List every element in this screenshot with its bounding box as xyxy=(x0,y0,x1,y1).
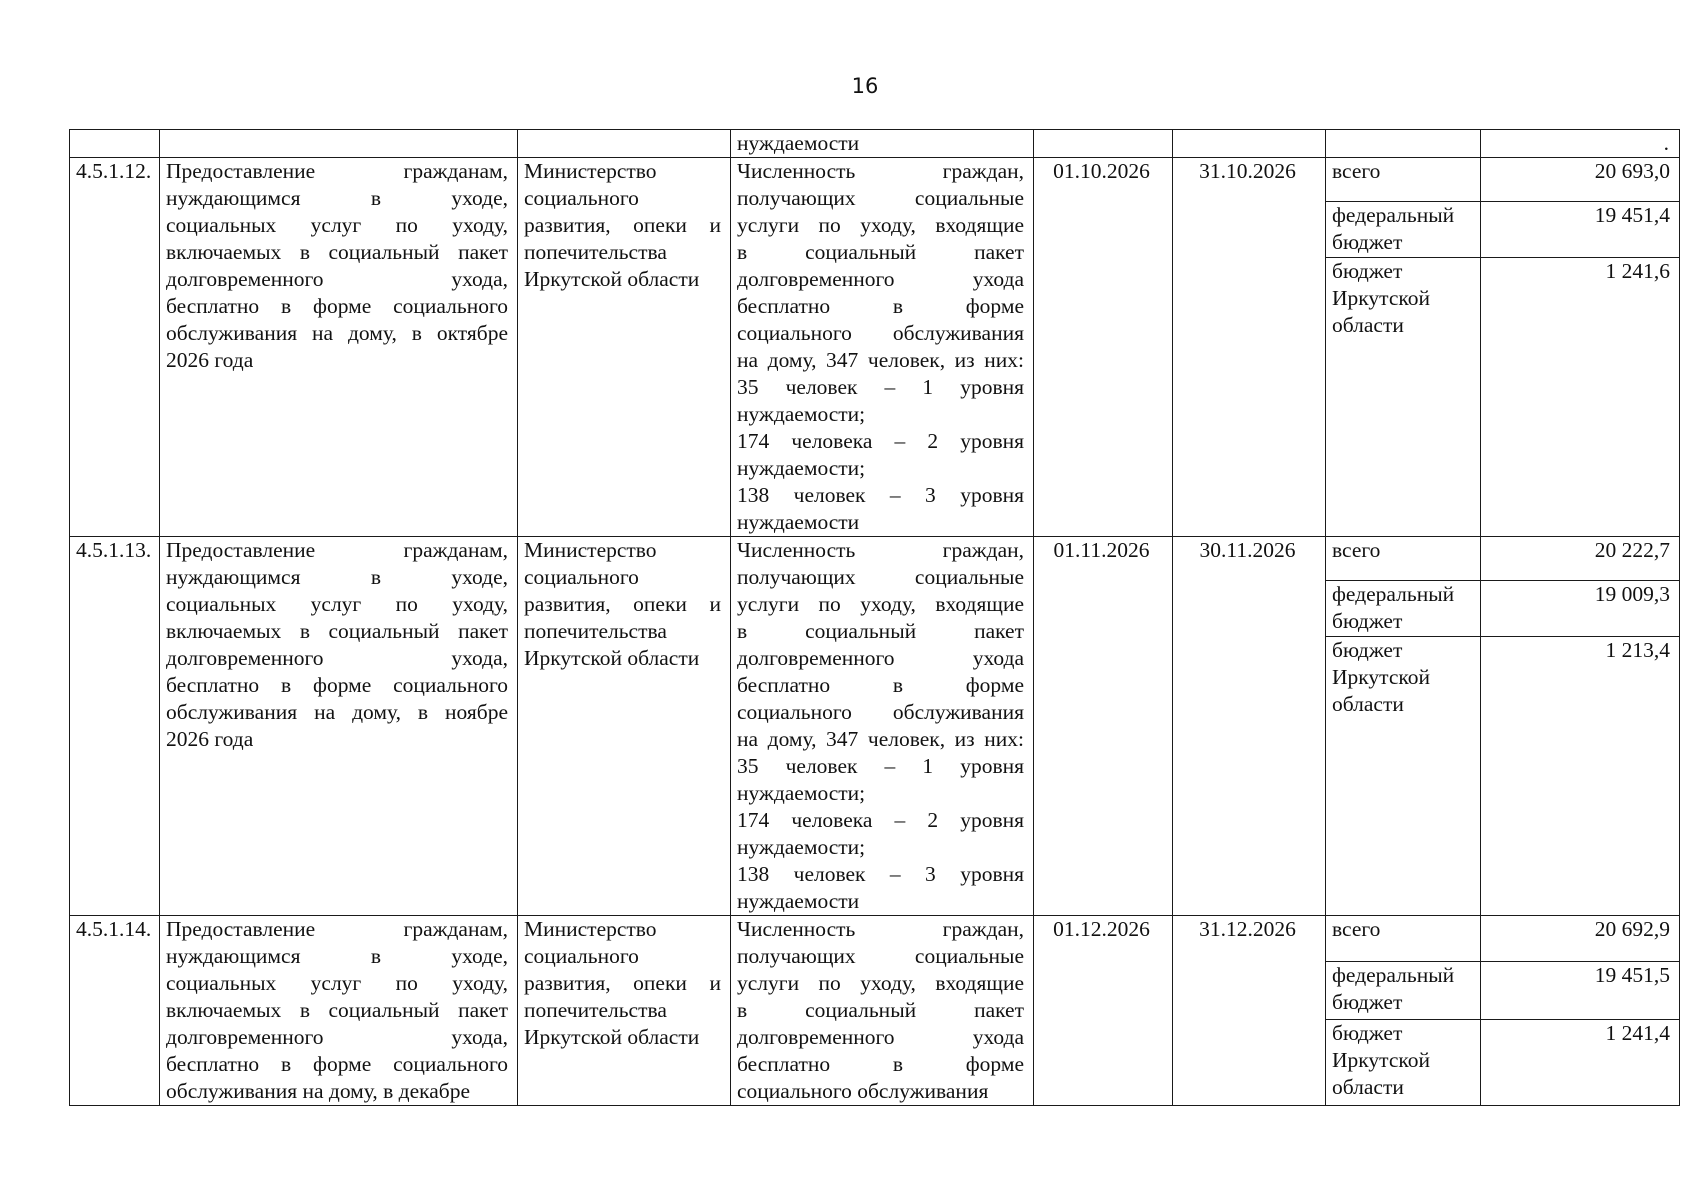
text-line: 174 человека – 2 уровня xyxy=(737,808,1024,832)
end-date: 31.10.2026 xyxy=(1173,158,1326,537)
activity-description xyxy=(160,916,518,1106)
text-line: Иркутской области xyxy=(524,646,700,670)
text-line: нуждаемости; xyxy=(737,402,866,426)
start-date: 01.10.2026 xyxy=(1034,158,1173,537)
funding-source: всего xyxy=(1326,158,1481,202)
text-line: обслуживания на дому, в ноябре xyxy=(166,700,508,724)
text-line: бесплатно в форме социального xyxy=(166,1052,508,1076)
result-indicator xyxy=(731,916,1034,1106)
text-line: развития, опеки и xyxy=(524,971,721,995)
funding-source: бюджет Иркутской области xyxy=(1326,637,1481,916)
start-date: 01.12.2026 xyxy=(1034,916,1173,1106)
funding-amount: 20 693,0 xyxy=(1481,158,1680,202)
text-line: долговременного ухода, xyxy=(166,1025,508,1049)
text-line: социальных услуг по уходу, xyxy=(166,592,508,616)
text-line: 138 человек – 3 уровня xyxy=(737,862,1024,886)
text-line: услуги по уходу, входящие xyxy=(737,592,1024,616)
activity-number: 4.5.1.14. xyxy=(70,916,160,1106)
funding-source: федеральный бюджет xyxy=(1326,581,1481,637)
text-line: услуги по уходу, входящие xyxy=(737,971,1024,995)
text-line: долговременного ухода xyxy=(737,267,1024,291)
activities-table xyxy=(69,129,1680,1106)
text-line: социального xyxy=(524,186,639,210)
text-line: бесплатно в форме xyxy=(737,1052,1024,1076)
text-line: нуждаемости; xyxy=(737,781,866,805)
funding-source: всего xyxy=(1326,916,1481,962)
text-line: Иркутской области xyxy=(524,267,700,291)
table-row xyxy=(70,537,1680,581)
text-line: Министерство xyxy=(524,917,657,941)
result-indicator xyxy=(731,158,1034,537)
text-line: социальных услуг по уходу, xyxy=(166,213,508,237)
text-line: Министерство xyxy=(524,159,657,183)
text-line: включаемых в социальный пакет xyxy=(166,998,508,1022)
funding-amount: 20 692,9 xyxy=(1481,916,1680,962)
text-line: долговременного ухода xyxy=(737,646,1024,670)
text-line: Иркутской области xyxy=(524,1025,700,1049)
text-line: Численность граждан, xyxy=(737,538,1024,562)
text-line: услуги по уходу, входящие xyxy=(737,213,1024,237)
text-line: бесплатно в форме социального xyxy=(166,294,508,318)
activity-number: 4.5.1.12. xyxy=(70,158,160,537)
text-line: бесплатно в форме xyxy=(737,673,1024,697)
text-line: социальных услуг по уходу, xyxy=(166,971,508,995)
start-date: 01.11.2026 xyxy=(1034,537,1173,916)
text-line: в социальный пакет xyxy=(737,240,1024,264)
table-row xyxy=(70,916,1680,962)
text-line: попечительства xyxy=(524,998,667,1022)
indicator-continuation: нуждаемости xyxy=(731,130,1034,158)
text-line: социального обслуживания xyxy=(737,700,1024,724)
text-line: Предоставление гражданам, xyxy=(166,538,508,562)
text-line: в социальный пакет xyxy=(737,998,1024,1022)
text-line: 35 человек – 1 уровня xyxy=(737,754,1024,778)
funding-source: федеральный бюджет xyxy=(1326,202,1481,258)
text-line: получающих социальные xyxy=(737,944,1024,968)
text-line: социального xyxy=(524,565,639,589)
funding-amount: 1 241,4 xyxy=(1481,1019,1680,1105)
responsible-executor xyxy=(518,916,731,1106)
text-line: социального xyxy=(524,944,639,968)
funding-source: бюджет Иркутской области xyxy=(1326,258,1481,537)
text-line: на дому, 347 человек, из них: xyxy=(737,727,1024,751)
text-line: обслуживания на дому, в декабре xyxy=(166,1079,471,1103)
funding-amount: 1 241,6 xyxy=(1481,258,1680,537)
funding-source: всего xyxy=(1326,537,1481,581)
text-line: Министерство xyxy=(524,538,657,562)
text-line: нуждающимся в уходе, xyxy=(166,565,508,589)
responsible-executor xyxy=(518,537,731,916)
text-line: включаемых в социальный пакет xyxy=(166,240,508,264)
text-line: попечительства xyxy=(524,619,667,643)
text-line: социального обслуживания xyxy=(737,321,1024,345)
text-line: попечительства xyxy=(524,240,667,264)
text-line: получающих социальные xyxy=(737,186,1024,210)
end-date: 31.12.2026 xyxy=(1173,916,1326,1106)
activity-description xyxy=(160,158,518,537)
result-indicator xyxy=(731,537,1034,916)
page-number: 16 xyxy=(851,74,879,98)
funding-source: федеральный бюджет xyxy=(1326,962,1481,1020)
text-line: 2026 года xyxy=(166,727,254,751)
text-line: бесплатно в форме социального xyxy=(166,673,508,697)
text-line: Численность граждан, xyxy=(737,917,1024,941)
activity-description xyxy=(160,537,518,916)
text-line: 138 человек – 3 уровня xyxy=(737,483,1024,507)
funding-amount: 19 009,3 xyxy=(1481,581,1680,637)
text-line: на дому, 347 человек, из них: xyxy=(737,348,1024,372)
text-line: развития, опеки и xyxy=(524,213,721,237)
text-line: нуждающимся в уходе, xyxy=(166,944,508,968)
funding-amount: 1 213,4 xyxy=(1481,637,1680,916)
text-line: включаемых в социальный пакет xyxy=(166,619,508,643)
activity-number: 4.5.1.13. xyxy=(70,537,160,916)
text-line: долговременного ухода, xyxy=(166,646,508,670)
text-line: нуждаемости xyxy=(737,510,860,534)
text-line: нуждаемости xyxy=(737,889,860,913)
trailing-mark: . xyxy=(1481,130,1680,158)
text-line: 35 человек – 1 уровня xyxy=(737,375,1024,399)
text-line: 2026 года xyxy=(166,348,254,372)
responsible-executor xyxy=(518,158,731,537)
text-line: Предоставление гражданам, xyxy=(166,917,508,941)
funding-amount: 19 451,4 xyxy=(1481,202,1680,258)
text-line: обслуживания на дому, в октябре xyxy=(166,321,508,345)
text-line: Численность граждан, xyxy=(737,159,1024,183)
funding-amount: 20 222,7 xyxy=(1481,537,1680,581)
text-line: нуждающимся в уходе, xyxy=(166,186,508,210)
funding-source: бюджет Иркутской области xyxy=(1326,1019,1481,1105)
text-line: получающих социальные xyxy=(737,565,1024,589)
text-line: нуждаемости; xyxy=(737,835,866,859)
table-row xyxy=(70,158,1680,202)
text-line: 174 человека – 2 уровня xyxy=(737,429,1024,453)
text-line: социального обслуживания xyxy=(737,1079,989,1103)
end-date: 30.11.2026 xyxy=(1173,537,1326,916)
funding-amount: 19 451,5 xyxy=(1481,962,1680,1020)
text-line: Предоставление гражданам, xyxy=(166,159,508,183)
text-line: долговременного ухода xyxy=(737,1025,1024,1049)
text-line: в социальный пакет xyxy=(737,619,1024,643)
continuation-row xyxy=(70,130,1680,158)
text-line: долговременного ухода, xyxy=(166,267,508,291)
text-line: развития, опеки и xyxy=(524,592,721,616)
text-line: бесплатно в форме xyxy=(737,294,1024,318)
text-line: нуждаемости; xyxy=(737,456,866,480)
